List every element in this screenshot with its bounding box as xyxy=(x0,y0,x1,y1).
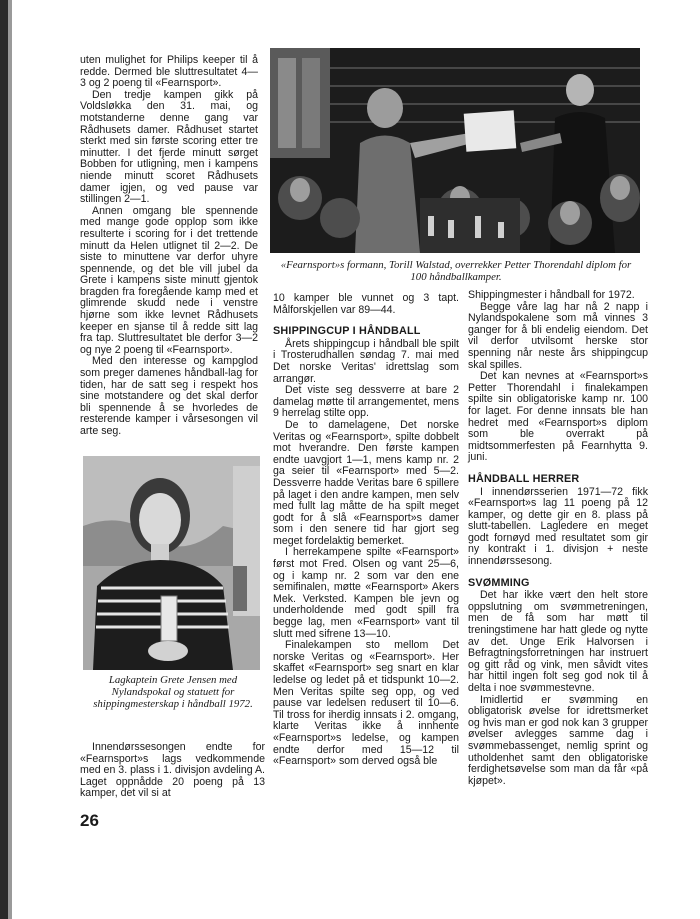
paragraph: Annen omgang ble spennende med mange gode opplop som ikke resulterte i scoring for i det trettende minutt da Helen utlignet til 2—2. De siste to minuttene var derfor uhyre spennende, og det ble vill jubel da Grete i kampens siste minutt gjentok bragden fra foregående kamp med et glimrende skudd nede i venstre hjørne som ikke levnet Rådhusets keeper en sjanse til å redde sitt lag fra tap. Sluttresultatet ble derfor 3—2 og nye 2 poeng til «Fearnsport». xyxy=(80,204,258,356)
photo-caption: Lagkaptein Grete Jensen med Nylandspokal og statuett for shippingmesterskap i håndball 1972. xyxy=(93,674,253,710)
photo-award-ceremony xyxy=(270,48,640,253)
article-column-1 xyxy=(80,55,258,438)
paragraph: Finalekampen sto mellom Det norske Veritas og «Fearnsport». Her skaffet «Fearnsport» seg snart en klar ledelse og ledet på et tidspunkt 10—2. Men Veritas spilte seg opp, og ved pause var ledelsen redusert til 10—6. Til tross for iherdig innsats i 2. omgang, klarte Veritas ikke å innhente «Fearnsport»s ledelse, og kampen endte derfor med 15—12 til «Fearnsport» som derved også ble xyxy=(273,639,459,768)
paragraph: Årets shippingcup i håndball ble spilt i Trosterudhallen søndag 7. mai med Det norske Veritas' idrettslag som arrangør. xyxy=(273,337,459,385)
paragraph: Med den interesse og kampglod som preger damenes håndball-lag for tiden, har de satt seg i respekt hos sine motstandere og det skal derfor bli spennende å se hvorledes de resterende kamper i vårsesongen vil arte seg. xyxy=(80,355,258,437)
page-number: 26 xyxy=(80,811,99,830)
section-heading: SHIPPINGCUP I HÅNDBALL xyxy=(273,325,421,338)
paragraph: Shippingmester i håndball for 1972. xyxy=(468,289,635,301)
paragraph: De to damelagene, Det norske Veritas og «Fearnsport», spilte dobbelt mot hverandre. Den første kampen endte uavgjort 1—1, mens kamp nr. 2 ga seier til «Fearnsport» med 5—2. Dessverre hadde Veritas bare 6 spillere på laget i den andre kampen, men selv med fullt lag måtte de ha spilt meget godt for å slå «Fearnsport»s damer som i den senere tid har gjort seg meget fordelaktig bemerket. xyxy=(273,418,459,547)
section-heading: SVØMMING xyxy=(468,576,530,589)
paragraph: Begge våre lag har nå 2 napp i Nylandspokalene som må vinnes 3 ganger for å bli endelig eiendom. Det vil derfor utvilsomt herske stor spenning når neste års shippingcup skal spilles. xyxy=(468,300,648,371)
paragraph: Det har ikke vært den helt store oppslutning om svømmetreningen, men de få som har møtt til treningstimene har hatt glede og nytte av det. Unge Erik Halvorsen i Befragtningsforretningen har instruert og gitt råd og vink, men såvidt vites har hittil ingen folt seg god nok til å delta i noe svømmestevne. xyxy=(468,589,648,694)
paragraph: Det viste seg dessverre at bare 2 damelag møtte til arrangementet, mens 9 herrelag stilte opp. xyxy=(273,384,459,420)
paragraph: Innendørssesongen endte for «Fearnsport»s lags vedkommende med en 3. plass i 1. divisjon avdeling A. Laget oppnådde 20 poeng på 13 kamper, det vil si at xyxy=(80,741,265,800)
article-column-1-continued xyxy=(80,742,265,800)
photo-team-captain xyxy=(83,456,260,670)
photo-caption: «Fearnsport»s formann, Torill Walstad, overrekker Petter Thorendahl diplom for 100 håndballkamper. xyxy=(280,259,632,283)
section-heading: HÅNDBALL HERRER xyxy=(468,472,580,485)
paragraph: Det kan nevnes at «Fearnsport»s Petter Thorendahl i finalekampen spilte sin obligatoriske kamp nr. 100 for laget. For denne innsats ble han hedret med «Fearnsport»s diplom som ble overrakt på midtsommerfesten på Fearnhytta 9. juni. xyxy=(468,370,648,464)
scan-edge xyxy=(0,0,8,919)
paragraph: 10 kamper ble vunnet og 3 tapt. Målforskjellen var 89—44. xyxy=(273,292,459,316)
article-column-3 xyxy=(468,290,648,787)
paragraph: I innendørsserien 1971—72 fikk «Fearnsport»s lag 11 poeng på 12 kamper, og dette gir en 8. plass på slutt-tabellen. Lagledere en meget godt fornøyd med resultatet som gir ny kontrakt i 1. divisjon + neste innendørssesong. xyxy=(468,485,648,568)
paragraph: I herrekampene spilte «Fearnsport» først mot Fred. Olsen og vant 25—6, og i kamp nr. 2 som var den ene semifinalen, møtte «Fearnsport» Akers Mek. Verksted. Kampen ble jevn og underholdende med godt spill fra begge lag, men «Fearnsport» vant til slutt med sifrene 13—10. xyxy=(273,546,459,640)
scan-edge-shadow xyxy=(8,0,12,919)
paragraph: Imidlertid er svømming en obligatorisk øvelse for idrettsmerket og hvis man er god nok kan 3 grupper øvelser avlegges samme dag i svømmebassenget, nemlig sprint og utholdenhet samt den obligatoriske ferdighetsøvelse som man da får «på kjøpet». xyxy=(468,693,648,787)
article-column-2 xyxy=(273,293,459,768)
paragraph: Den tredje kampen gikk på Voldsløkka den 31. mai, og motstanderne denne gang var Rådhusets damer. Rådhuset startet sterkt med sin første scoring etter tre minutter. I det fjerde minutt sørget Bobben for utligning, men i kampens niende minutt scoret Rådhusets damer igjen, og ved pause var stillingen 2—1. xyxy=(80,88,258,206)
paragraph: uten mulighet for Philips keeper til å redde. Dermed ble sluttresultatet 4—3 og 2 poeng til «Fearnsport». xyxy=(80,54,258,90)
